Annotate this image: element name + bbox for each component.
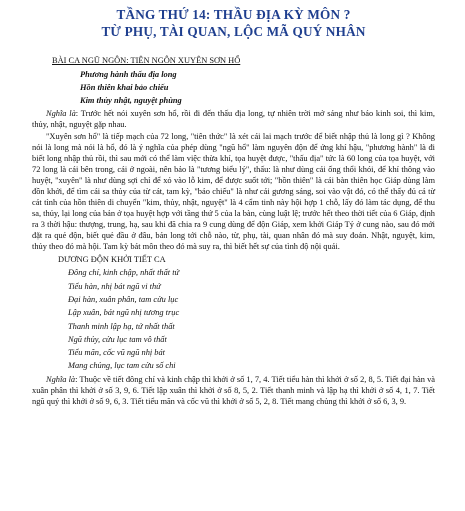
poem-1-line: Phương hành thấu địa long [80,69,177,79]
page-title [32,6,435,40]
poem-1 [32,70,435,107]
section-heading-2: DƯƠNG ĐỘN KHỞI TIẾT CA [58,255,166,265]
poem-2-line: Ngũ thủy, cửu lục tam vô thất [68,334,167,344]
poem-2-line: Thanh minh lập hạ, tứ nhất thất [68,321,175,331]
poem-2-line: Đại hàn, xuân phân, tam cửu lục [68,294,179,304]
meaning-lead: Nghĩa là [46,374,76,384]
poem-1-line: Hồn thiên khai bảo chiếu [80,82,169,92]
paragraph-meaning-1 [32,109,435,131]
document-body [32,56,435,407]
title-line-1: TẦNG THỨ 14: THẦU ĐỊA KỲ MÔN ? [116,7,351,22]
poem-2-line: Đông chí, kinh chập, nhất thất tứ [68,268,180,278]
meaning-text: : Trước hết nói xuyên sơn hổ, rồi đi đến thấu địa long, tự nhiên trời mở sáng như báo kinh soi, thì kim, thủy, nhật, nguyệt gặp nhau. [32,108,435,129]
title-line-2: TỪ PHỤ, TÀI QUAN, LỘC MÃ QUÝ NHÂN [101,24,366,39]
poem-2-line: Lập xuân, bát ngũ nhị tương trục [68,308,180,318]
meaning-text: : Thuộc về tiết đông chí và kinh chập thì khởi ở số 1, 7, 4. Tiết tiểu hàn thì khởi ở số 2, 8, 5. Tiết đại hàn và xuân phân thì khởi ở số 3, 9, 6. Tiết lập xuân thì khởi ở số 8, 5, 2. Tiết thanh minh và lập hạ thì khởi ở số 4, 1, 7. Tiết ngũ quý thì khởi ở số 9, 6, 3. Tiết tiểu mãn và cốc vũ thì khởi ở số 5, 2, 8. Tiết mang chủng thì khởi ở số 6, 3, 9. [32,374,435,406]
meaning-lead: Nghĩa là [46,108,76,118]
poem-1-line: Kim thủy nhật, nguyệt phùng [80,95,182,105]
section-heading-1: BÀI CA NGŨ NGÔN: TIÊN NGÔN XUYÊN SƠN HỔ [52,56,241,65]
poem-2-line: Tiểu hàn, nhị bát ngũ vi thứ [68,281,161,291]
paragraph-explanation: "Xuyên sơn hổ" là tiếp mạch của 72 long, "tiên thức" là xét cái lai mạch trước để biết nhập thủ là long gì ? Không nói là long mà nói là hổ, đó là ý nghĩa của phép dùng "ngũ hổ" làm nguyên độn để ứng khí hậu, "phương hành" là đi biết long nhập thủ rồi, thì sau mới có thể làm việc thừa khí, tọa huyệt được, "thấu địa" tức là 60 long của tọa huyệt, với 72 long là cái bên trong, cái ở ngoài, nên bảo là "tương biểu lý", thấu: là như dùng cái ống thổi khói, để khí thông vào huyệt, "xuyên" là như dùng sợi chỉ để xỏ vào lỗ kim, để được suốt tới; "hồn thiên" là cái bàn thiên học Giáp dùng làm đồn khởi, để tìm cái sa thủy của từ cát, tam kỳ, "bảo chiếu" là như cái gương sáng, soi vào vật đó, có thể thấy đủ cả từ cát tình của hồn thiên di chuyển "kim, thủy, nhật, nguyệt" là 4 cẩm tinh này hội hợp 1 chỗ, lấy đó làm tác dụng, để thu sa, thủy, lại long của bản ở tọa huyệt hợp với tầng thứ 5 của la bàn, cùng luật lệ; trước hết theo thời tiết của 6 Giáp, định ra 3 thời hậu: thượng, trung, hạ, sau khi đã chia ra 9 cung dùng để độn Giáp, xem khởi Giáp Tý ở cung nào, sau đó mới đặt ra quẻ độn, biết quẻ đầu ở đâu, bản long tới chỗ nào, từ, phụ, tài, quan nhân đó mà suy đoán. Nhật, nguyệt, kim, thủy theo đó mà hội. Tam kỳ bát môn theo đó mà suy ra, thì biết hết sự của tình độ nội quái. [32,132,435,251]
poem-2 [32,268,435,372]
poem-2-line: Mang chủng, lục tam cửu số chi [68,361,176,371]
paragraph-meaning-2 [32,375,435,408]
poem-2-line: Tiểu mãn, cốc vũ ngũ nhị bát [68,348,165,358]
